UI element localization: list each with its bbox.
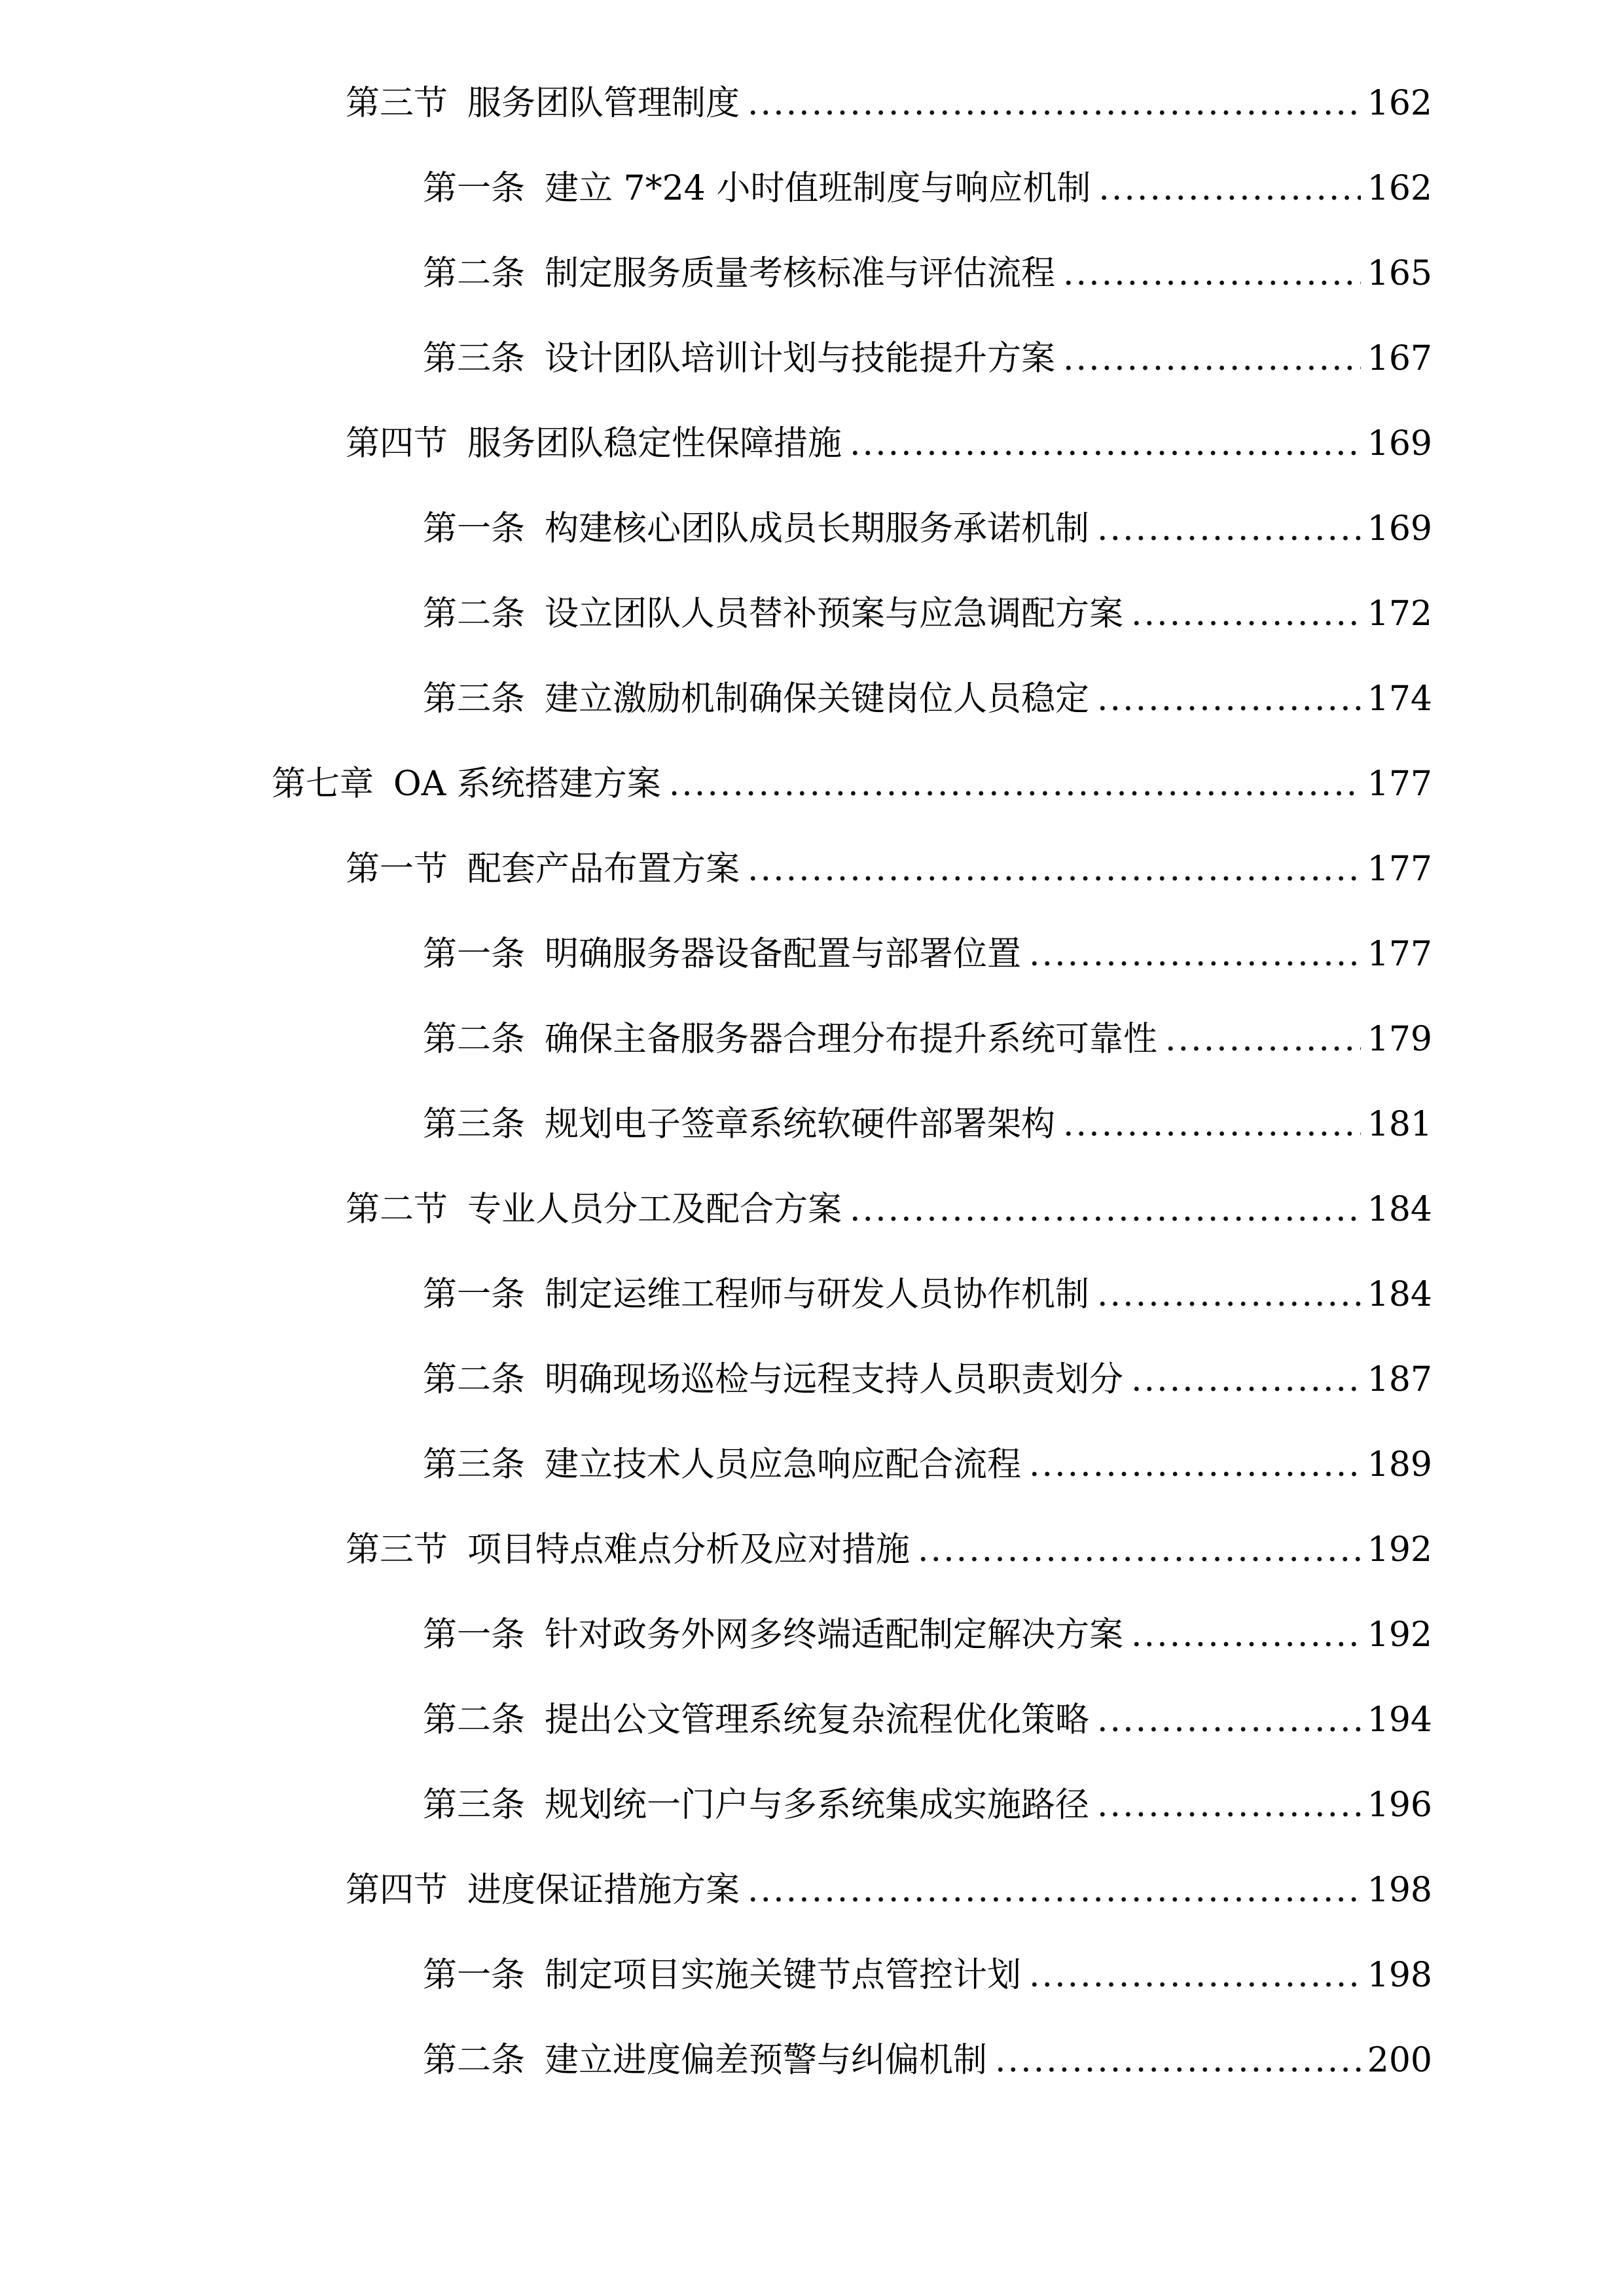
toc-page-number: 181	[1367, 1105, 1432, 1144]
toc-page-number: 189	[1367, 1445, 1432, 1484]
toc-entry-label: 第三节	[346, 1530, 448, 1570]
toc-entry-label: 第一条	[423, 935, 526, 974]
toc-entry-label: 第一条	[423, 169, 526, 208]
toc-entry[interactable]	[423, 588, 1432, 640]
toc-dot-leader	[1063, 247, 1361, 300]
toc-entry[interactable]	[346, 77, 1432, 130]
toc-entry-label: 第一条	[423, 1956, 526, 1995]
toc-entry-title: 建立技术人员应急响应配合流程	[545, 1445, 1022, 1484]
toc-entry[interactable]	[423, 1609, 1432, 1661]
toc-entry-title: 明确现场巡检与远程支持人员职责划分	[545, 1360, 1124, 1399]
toc-dot-leader	[1029, 1949, 1361, 2001]
toc-dot-leader	[1097, 673, 1361, 725]
toc-entry-label: 第四节	[346, 1871, 448, 1910]
toc-entry-title: 提出公文管理系统复杂流程优化策略	[545, 1700, 1090, 1740]
toc-dot-leader	[1098, 162, 1360, 215]
toc-entry-label: 第一条	[423, 1275, 526, 1314]
toc-entry[interactable]	[346, 1183, 1432, 1236]
toc-page-number: 169	[1367, 509, 1432, 548]
toc-entry-label: 第三条	[423, 339, 526, 378]
toc-entry-label: 第二条	[423, 1360, 526, 1399]
toc-entry-label: 第二条	[423, 254, 526, 293]
toc-page-number: 184	[1367, 1275, 1432, 1314]
toc-dot-leader	[1029, 1439, 1361, 1491]
toc-entry[interactable]	[423, 1098, 1432, 1151]
toc-entry-label: 第二条	[423, 2041, 526, 2080]
toc-entry[interactable]	[423, 1439, 1432, 1491]
toc-entry[interactable]	[423, 503, 1432, 555]
toc-page-number: 179	[1367, 1020, 1432, 1059]
toc-entry-title: 专业人员分工及配合方案	[467, 1190, 842, 1229]
toc-entry-label: 第七章	[272, 764, 374, 804]
toc-page-number: 192	[1367, 1530, 1432, 1570]
toc-entry-title: 进度保证措施方案	[467, 1871, 740, 1910]
toc-entry-title: 设计团队培训计划与技能提升方案	[545, 339, 1056, 378]
toc-entry-title: 服务团队管理制度	[467, 84, 740, 123]
toc-dot-leader	[669, 758, 1361, 810]
toc-dot-leader	[1165, 1013, 1361, 1066]
toc-entry-title: 规划电子签章系统软硬件部署架构	[545, 1105, 1056, 1144]
toc-dot-leader	[850, 418, 1361, 470]
toc-dot-leader	[1097, 1268, 1361, 1321]
toc-entry-label: 第三条	[423, 679, 526, 719]
toc-page-number: 169	[1367, 424, 1432, 463]
toc-dot-leader	[918, 1524, 1361, 1576]
toc-entry-label: 第二节	[346, 1190, 448, 1229]
toc-dot-leader	[1097, 1694, 1361, 1746]
toc-entry[interactable]	[423, 673, 1432, 725]
toc-entry[interactable]	[346, 1524, 1432, 1576]
toc-dot-leader	[850, 1183, 1361, 1236]
toc-entry-label: 第一节	[346, 850, 448, 889]
toc-dot-leader	[1063, 1098, 1361, 1151]
toc-entry-label: 第一条	[423, 509, 526, 548]
toc-entry-title: OA 系统搭建方案	[393, 764, 661, 804]
toc-entry-title: 建立 7*24 小时值班制度与响应机制	[545, 169, 1091, 208]
toc-page-number: 194	[1367, 1700, 1432, 1740]
toc-dot-leader	[1131, 1609, 1361, 1661]
toc-entry[interactable]	[346, 418, 1432, 470]
toc-dot-leader	[748, 843, 1361, 895]
toc-entry[interactable]	[423, 1694, 1432, 1746]
toc-page-number: 167	[1367, 339, 1432, 378]
toc-entry-title: 构建核心团队成员长期服务承诺机制	[545, 509, 1090, 548]
toc-page-number: 198	[1367, 1871, 1432, 1910]
toc-entry-title: 配套产品布置方案	[467, 850, 740, 889]
toc-page-number: 196	[1367, 1785, 1432, 1825]
toc-dot-leader	[748, 1864, 1361, 1916]
toc-entry-label: 第三条	[423, 1105, 526, 1144]
toc-entry[interactable]	[423, 2034, 1432, 2087]
toc-entry[interactable]	[423, 1268, 1432, 1321]
toc-page-number: 172	[1367, 594, 1432, 634]
toc-entry-label: 第三条	[423, 1445, 526, 1484]
toc-entry-label: 第三条	[423, 1785, 526, 1825]
toc-entry-label: 第二条	[423, 1020, 526, 1059]
toc-dot-leader	[1131, 588, 1361, 640]
toc-dot-leader	[1063, 332, 1361, 385]
toc-entry-title: 建立激励机制确保关键岗位人员稳定	[545, 679, 1090, 719]
toc-entry-label: 第四节	[346, 424, 448, 463]
toc-entry[interactable]	[423, 332, 1432, 385]
toc-entry-label: 第二条	[423, 1700, 526, 1740]
toc-dot-leader	[1097, 503, 1361, 555]
toc-dot-leader	[1131, 1354, 1361, 1406]
toc-entry-label: 第二条	[423, 594, 526, 634]
toc-page-number: 198	[1367, 1956, 1432, 1995]
toc-entry-title: 设立团队人员替补预案与应急调配方案	[545, 594, 1124, 634]
toc-page-number: 162	[1367, 169, 1432, 208]
toc-entry-title: 确保主备服务器合理分布提升系统可靠性	[545, 1020, 1158, 1059]
toc-dot-leader	[1097, 1779, 1361, 1831]
toc-page-number: 162	[1367, 84, 1432, 123]
toc-page-number: 177	[1367, 850, 1432, 889]
toc-page-number: 187	[1367, 1360, 1432, 1399]
toc-entry-title: 制定项目实施关键节点管控计划	[545, 1956, 1022, 1995]
toc-page-number: 192	[1367, 1615, 1432, 1655]
toc-dot-leader	[748, 77, 1361, 130]
toc-entry-title: 规划统一门户与多系统集成实施路径	[545, 1785, 1090, 1825]
toc-entry-title: 明确服务器设备配置与部署位置	[545, 935, 1022, 974]
toc-entry[interactable]	[423, 162, 1432, 215]
toc-entry-label: 第三节	[346, 84, 448, 123]
toc-dot-leader	[995, 2034, 1361, 2087]
toc-page-number: 177	[1367, 935, 1432, 974]
toc-entry-title: 项目特点难点分析及应对措施	[467, 1530, 911, 1570]
toc-entry-title: 制定运维工程师与研发人员协作机制	[545, 1275, 1090, 1314]
toc-entry[interactable]	[423, 1949, 1432, 2001]
toc-page-number: 184	[1367, 1190, 1432, 1229]
toc-entry[interactable]	[346, 1864, 1432, 1916]
toc-dot-leader	[1029, 928, 1361, 980]
toc-entry[interactable]	[346, 843, 1432, 895]
toc-entry-title: 针对政务外网多终端适配制定解决方案	[545, 1615, 1124, 1655]
toc-entry[interactable]	[423, 928, 1432, 980]
toc-page-number: 165	[1367, 254, 1432, 293]
toc-page-number: 174	[1367, 679, 1432, 719]
toc-entry-title: 建立进度偏差预警与纠偏机制	[545, 2041, 988, 2080]
toc-entry-label: 第一条	[423, 1615, 526, 1655]
toc-entry[interactable]	[423, 247, 1432, 300]
toc-entry-title: 服务团队稳定性保障措施	[467, 424, 842, 463]
toc-entry[interactable]	[423, 1779, 1432, 1831]
toc-entry[interactable]	[423, 1354, 1432, 1406]
toc-entry[interactable]	[272, 758, 1432, 810]
toc-page-number: 200	[1367, 2041, 1432, 2080]
toc-entry-title: 制定服务质量考核标准与评估流程	[545, 254, 1056, 293]
toc-page-number: 177	[1367, 764, 1432, 804]
toc-entry[interactable]	[423, 1013, 1432, 1066]
